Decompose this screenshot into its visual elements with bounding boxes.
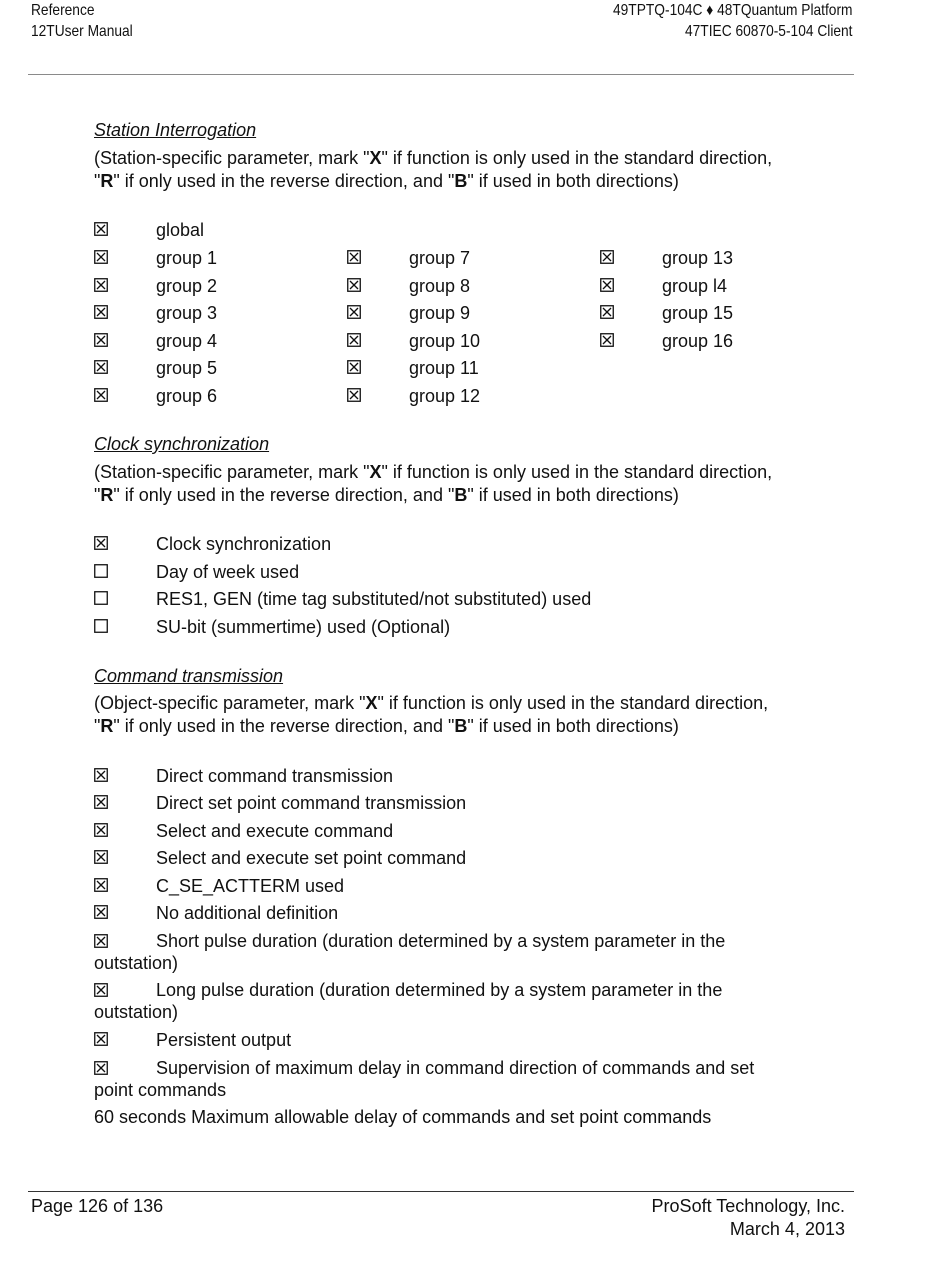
checkbox-label: group 1 bbox=[156, 248, 218, 268]
checkbox-label: group 10 bbox=[409, 330, 481, 351]
checkbox-label: Supervision of maximum delay in command direction of commands and set point commands bbox=[94, 1058, 755, 1100]
footer-right bbox=[652, 1195, 845, 1240]
checkbox-icon[interactable] bbox=[94, 305, 108, 319]
footer-date: March 4, 2013 bbox=[729, 1218, 845, 1239]
station-interrogation-description: (Station-specific parameter, mark "X" if function is only used in the standard direction, "R" if only used in the reverse direction, and "B" if used in both directions) bbox=[94, 148, 773, 191]
checkbox-icon[interactable] bbox=[94, 564, 108, 578]
checkbox-icon[interactable] bbox=[94, 795, 108, 809]
header-left bbox=[31, 0, 133, 42]
clock-sync-heading: Clock synchronization bbox=[94, 434, 270, 454]
checkbox-icon[interactable] bbox=[94, 333, 108, 347]
checkbox-icon[interactable] bbox=[94, 934, 108, 948]
checkbox-icon[interactable] bbox=[94, 619, 108, 633]
checkbox-icon[interactable] bbox=[94, 983, 108, 997]
checkbox-icon[interactable] bbox=[347, 333, 361, 347]
checkbox-icon[interactable] bbox=[94, 1032, 108, 1046]
checkbox-icon[interactable] bbox=[94, 905, 108, 919]
checkbox-label: group l4 bbox=[662, 275, 728, 296]
checkbox-label: Clock synchronization bbox=[156, 534, 332, 554]
header-right bbox=[612, 0, 852, 42]
checkbox-icon[interactable] bbox=[600, 250, 614, 264]
max-delay-text: 60 seconds Maximum allowable delay of commands and set point commands bbox=[94, 1107, 712, 1127]
footer-page-number: Page 126 of 136 bbox=[31, 1196, 164, 1216]
checkbox-label: Long pulse duration (duration determined by a system parameter in the outstation) bbox=[94, 980, 723, 1022]
checkbox-icon[interactable] bbox=[94, 360, 108, 374]
checkbox-icon[interactable] bbox=[347, 250, 361, 264]
checkbox-icon[interactable] bbox=[94, 768, 108, 782]
footer-divider bbox=[28, 1191, 854, 1192]
checkbox-icon[interactable] bbox=[94, 878, 108, 892]
checkbox-label: group 8 bbox=[409, 275, 471, 296]
checkbox-label: group 5 bbox=[156, 358, 218, 378]
command-transmission-description: (Object-specific parameter, mark "X" if function is only used in the standard direction, "R" if only used in the reverse direction, and "B" if used in both directions) bbox=[94, 693, 769, 736]
checkbox-icon[interactable] bbox=[347, 305, 361, 319]
checkbox-label: Direct set point command transmission bbox=[156, 793, 467, 813]
checkbox-icon[interactable] bbox=[94, 536, 108, 550]
command-transmission-heading: Command transmission bbox=[94, 666, 284, 686]
checkbox-icon[interactable] bbox=[94, 591, 108, 605]
checkbox-icon[interactable] bbox=[347, 360, 361, 374]
checkbox-icon[interactable] bbox=[94, 823, 108, 837]
header-divider bbox=[28, 74, 854, 75]
checkbox-icon[interactable] bbox=[94, 1061, 108, 1075]
checkbox-label: global bbox=[156, 220, 205, 240]
checkbox-label: Select and execute set point command bbox=[156, 848, 467, 868]
checkbox-icon[interactable] bbox=[600, 278, 614, 292]
checkbox-label: RES1, GEN (time tag substituted/not substituted) used bbox=[156, 589, 592, 609]
checkbox-label: group 6 bbox=[156, 385, 218, 406]
checkbox-label: No additional definition bbox=[156, 903, 339, 923]
checkbox-icon[interactable] bbox=[94, 222, 108, 236]
checkbox-label: Persistent output bbox=[156, 1030, 292, 1050]
checkbox-icon[interactable] bbox=[347, 388, 361, 402]
checkbox-label: group 9 bbox=[409, 303, 471, 323]
checkbox-label: group 3 bbox=[156, 303, 218, 323]
header-manual-title: 12TUser Manual bbox=[31, 23, 133, 40]
command-option bbox=[94, 1057, 784, 1101]
footer-company: ProSoft Technology, Inc. bbox=[651, 1196, 845, 1216]
checkbox-label: group 16 bbox=[662, 330, 734, 351]
checkbox-label: Short pulse duration (duration determined by a system parameter in the outstation) bbox=[94, 931, 726, 973]
header-protocol: 47TIEC 60870-5-104 Client bbox=[684, 23, 852, 40]
checkbox-label: Day of week used bbox=[156, 561, 300, 582]
checkbox-icon[interactable] bbox=[600, 305, 614, 319]
header-section: Reference bbox=[31, 2, 95, 19]
checkbox-icon[interactable] bbox=[347, 278, 361, 292]
checkbox-label: Direct command transmission bbox=[156, 766, 394, 786]
checkbox-icon[interactable] bbox=[94, 278, 108, 292]
checkbox-icon[interactable] bbox=[94, 388, 108, 402]
command-option bbox=[94, 930, 784, 974]
command-option bbox=[94, 979, 784, 1023]
clock-sync-description: (Station-specific parameter, mark "X" if function is only used in the standard direction, "R" if only used in the reverse direction, and "B" if used in both directions) bbox=[94, 462, 773, 505]
checkbox-label: group 4 bbox=[156, 330, 218, 351]
checkbox-label: group 11 bbox=[409, 358, 479, 378]
checkbox-label: group 7 bbox=[409, 248, 471, 268]
checkbox-label: C_SE_ACTTERM used bbox=[156, 876, 345, 896]
checkbox-label: SU-bit (summertime) used (Optional) bbox=[156, 616, 451, 637]
checkbox-icon[interactable] bbox=[94, 250, 108, 264]
checkbox-label: group 12 bbox=[409, 385, 481, 406]
checkbox-icon[interactable] bbox=[600, 333, 614, 347]
station-interrogation-heading: Station Interrogation bbox=[94, 120, 257, 140]
header-product: 49TPTQ-104C ♦ 48TQuantum Platform bbox=[612, 2, 852, 19]
checkbox-label: group 13 bbox=[662, 248, 734, 268]
checkbox-label: group 15 bbox=[662, 303, 734, 323]
checkbox-label: group 2 bbox=[156, 275, 218, 296]
checkbox-label: Select and execute command bbox=[156, 821, 394, 841]
checkbox-icon[interactable] bbox=[94, 850, 108, 864]
